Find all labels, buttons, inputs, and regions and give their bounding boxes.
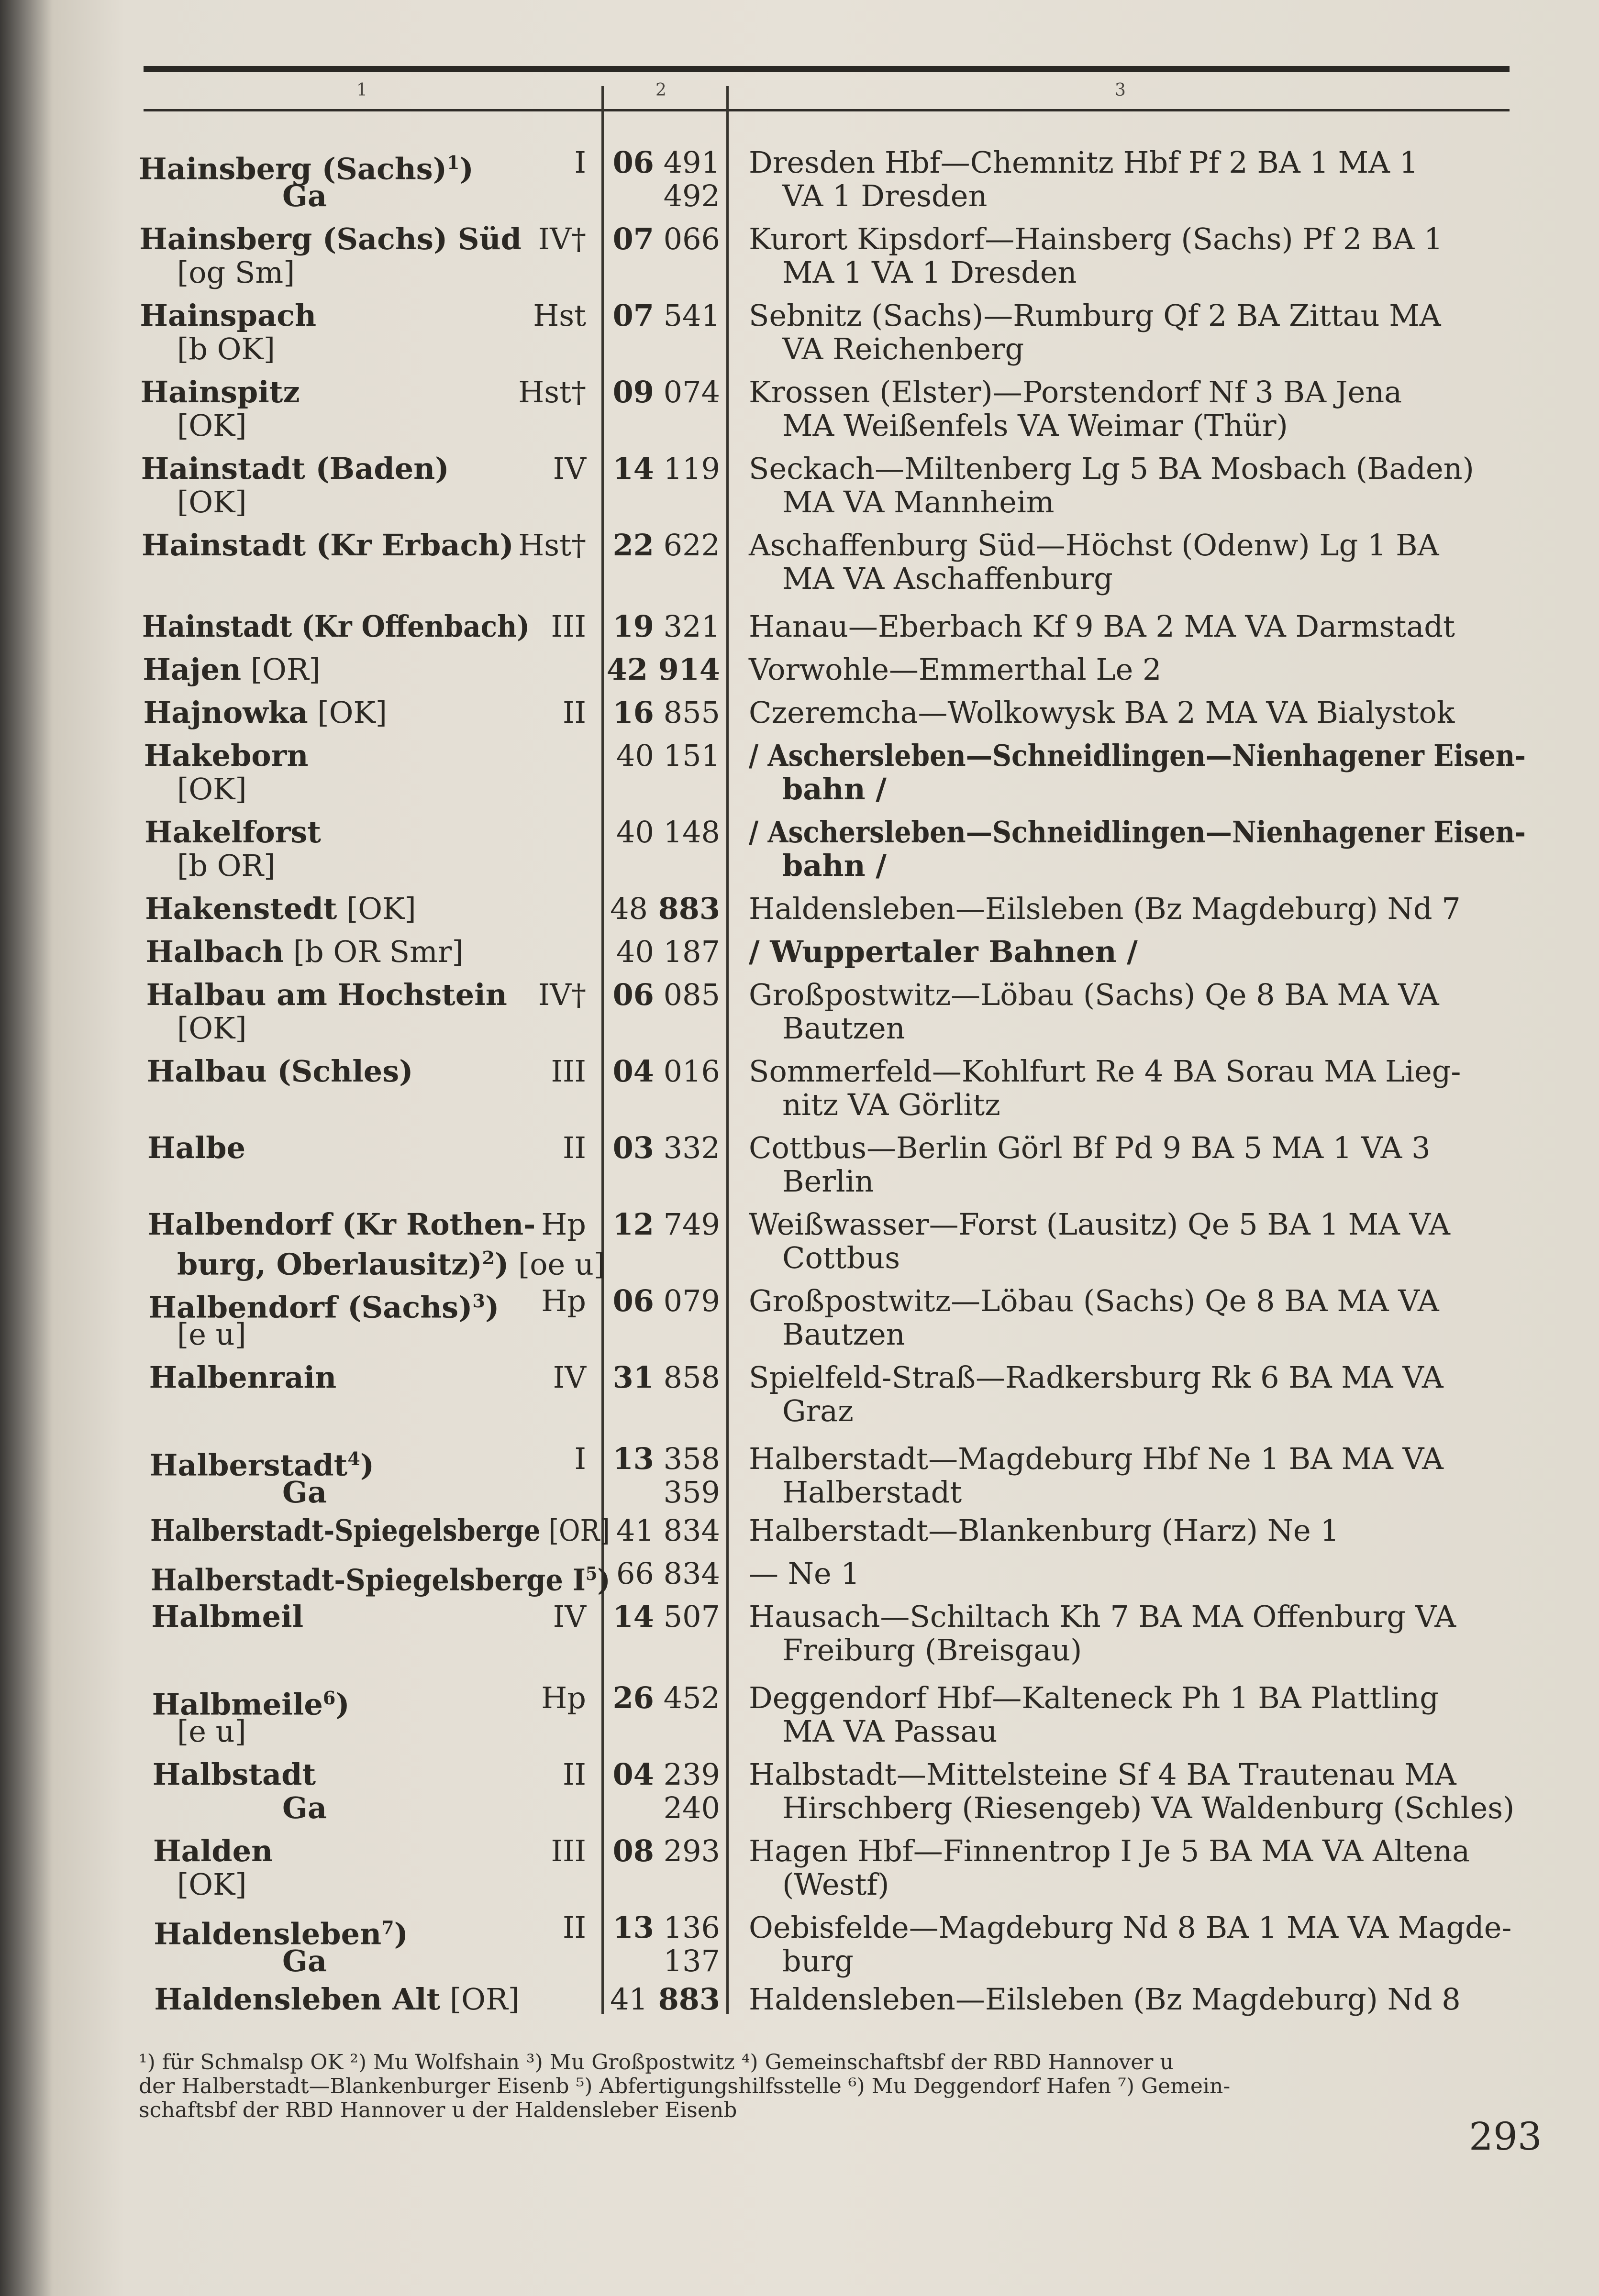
station-number: [596, 526, 720, 564]
number-part-b: 622: [654, 528, 720, 563]
station-name-text: Hajnowka: [143, 695, 308, 730]
station-subline: [177, 770, 247, 808]
route-description: Haldensleben—Eilsleben (Bz Magdeburg) Nd 8: [749, 1982, 1461, 2017]
station-category: Hst: [533, 298, 586, 333]
station-number: [596, 1358, 720, 1397]
route-description-continued: Bautzen: [782, 1011, 905, 1046]
subline-text: [OK]: [177, 1867, 247, 1902]
footnote-marker: 5: [586, 1563, 598, 1584]
station-subline: [177, 483, 247, 521]
station-number: [596, 1755, 720, 1794]
station-name-text: Hakenstedt: [145, 891, 337, 926]
station-name-text: Halbstadt: [152, 1757, 316, 1792]
station-name-text: Haldensleben Alt: [154, 1982, 441, 2017]
station-name: [145, 933, 463, 971]
route-description: Sebnitz (Sachs)—Rumburg Qf 2 BA Zittau MA: [749, 298, 1441, 333]
station-subline: [177, 254, 295, 292]
number-part-a: 04: [612, 1757, 654, 1792]
number-part-b: 066: [654, 221, 720, 256]
station-name: [151, 1598, 303, 1636]
number-part-a: 66: [616, 1556, 654, 1591]
route-description: / Wuppertaler Bahnen /: [749, 934, 1138, 969]
number-part-a: 41: [610, 1982, 648, 2017]
station-subline: [282, 177, 327, 215]
station-number-secondary: 492: [663, 178, 720, 213]
number-part-b: 151: [654, 738, 720, 773]
station-category: III: [551, 1054, 586, 1089]
station-number-secondary: 137: [663, 1943, 720, 1978]
number-part-a: 13: [612, 1910, 654, 1945]
station-subline: [282, 1473, 327, 1512]
route-description-continued: bahn /: [782, 848, 887, 883]
station-name-text: Hainsberg (Sachs) Süd: [139, 221, 522, 256]
station-name: [153, 1755, 316, 1794]
station-name: [141, 373, 300, 411]
number-part-a: 08: [612, 1833, 654, 1868]
station-number-secondary: 240: [663, 1790, 720, 1825]
station-category: Hst†: [518, 375, 586, 409]
route-description: Cottbus—Berlin Görl Bf Pd 9 BA 5 MA 1 VA 3: [749, 1130, 1431, 1165]
station-name: [141, 450, 449, 488]
station-name: [149, 1358, 337, 1397]
station-number: [596, 1440, 720, 1478]
footnote-marker: 7: [381, 1917, 394, 1938]
number-part-a: 42: [606, 652, 648, 687]
station-number: [596, 890, 720, 928]
station-number: [596, 1052, 720, 1091]
route-description: — Ne 1: [749, 1556, 860, 1591]
station-name-text: Hainstadt (Kr Erbach): [142, 528, 514, 563]
station-category: I: [574, 145, 586, 180]
route-description-continued: bahn /: [782, 772, 887, 806]
station-category: IV: [553, 1360, 586, 1395]
station-subline: [177, 1315, 246, 1354]
station-name: [150, 1440, 374, 1485]
route-description: Halberstadt—Magdeburg Hbf Ne 1 BA MA VA: [749, 1441, 1444, 1476]
number-part-a: 40: [616, 738, 654, 773]
number-part-b: 883: [647, 1982, 720, 2017]
station-category: II: [563, 1910, 586, 1945]
station-name-text: Hainspach: [140, 298, 317, 333]
paren: ): [485, 1290, 500, 1325]
route-description: Sommerfeld—Kohlfurt Re 4 BA Sorau MA Lieg-: [749, 1054, 1461, 1089]
number-part-a: 07: [612, 221, 654, 256]
station-name: [153, 1832, 273, 1870]
station-number: [596, 1909, 720, 1947]
number-part-b: 834: [654, 1513, 720, 1548]
station-name: [150, 1512, 610, 1550]
station-subline: [177, 407, 247, 445]
footnote-line-2: der Halberstadt—Blankenburger Eisenb ⁵) Abfertigungshilfsstelle ⁶) Mu Deggendorf Hafen ⁷) Gemein-: [139, 2074, 1231, 2098]
route-description: / Aschersleben—Schneidlingen—Nienhagener Eisen-: [749, 738, 1526, 773]
station-number: [596, 813, 720, 851]
station-name-text: Halbau (Schles): [146, 1054, 413, 1089]
number-part-b: 136: [654, 1910, 720, 1945]
number-part-b: 332: [654, 1130, 720, 1165]
subline-text: burg, Oberlausitz): [177, 1247, 482, 1282]
number-part-a: 31: [612, 1360, 654, 1395]
station-number: [596, 1980, 720, 2019]
route-description-continued: burg: [782, 1943, 854, 1978]
station-subline: [282, 1942, 327, 1980]
station-name-text: Halbach: [145, 934, 284, 969]
route-description-continued: MA Weißenfels VA Weimar (Thür): [782, 408, 1288, 443]
number-part-b: 016: [654, 1054, 720, 1089]
number-part-a: 06: [612, 145, 654, 180]
route-description: Spielfeld-Straß—Radkersburg Rk 6 BA MA VA: [749, 1360, 1444, 1395]
paren: ): [597, 1562, 611, 1598]
station-name: [145, 890, 416, 928]
bracket-code: [OR]: [540, 1513, 610, 1548]
subline-text: [b OK]: [177, 331, 275, 366]
route-description-continued: Cottbus: [782, 1240, 900, 1275]
column-header-1: 1: [356, 80, 367, 100]
number-part-a: 22: [612, 528, 654, 563]
station-number: [596, 373, 720, 411]
bracket-code: [oe u]: [509, 1247, 606, 1282]
route-description: Seckach—Miltenberg Lg 5 BA Mosbach (Baden): [749, 451, 1474, 486]
station-name-text: Halbendorf (Kr Rothen-: [148, 1207, 536, 1242]
route-description-continued: Bautzen: [782, 1317, 905, 1352]
number-part-a: 19: [612, 609, 654, 644]
number-part-a: 48: [610, 891, 648, 926]
paren: ): [459, 151, 474, 187]
station-name-text: Hainstadt (Kr Offenbach): [142, 609, 530, 644]
route-description-continued: Hirschberg (Riesengeb) VA Waldenburg (Schles): [782, 1790, 1515, 1825]
number-part-b: 187: [654, 934, 720, 969]
station-category: Hst†: [518, 528, 586, 563]
number-part-b: 293: [654, 1833, 720, 1868]
number-part-b: 507: [654, 1599, 720, 1634]
subline-text: [OK]: [177, 408, 247, 443]
subline-text: [b OR]: [177, 848, 276, 883]
number-part-b: 074: [654, 375, 720, 409]
station-number-secondary: 359: [663, 1475, 720, 1510]
footnote-line-1: ¹) für Schmalsp OK ²) Mu Wolfshain ³) Mu Großpostwitz ⁴) Gemeinschaftsbf der RBD Hannover u: [139, 2050, 1174, 2075]
number-part-b: 855: [654, 695, 720, 730]
station-number: [596, 1679, 720, 1717]
subline-text: [OK]: [177, 1011, 247, 1046]
station-category: Hp: [541, 1680, 586, 1715]
station-name: [147, 1052, 413, 1091]
top-rule: [144, 66, 1510, 72]
subline-text: [OK]: [177, 485, 247, 519]
station-name-text: Halberstadt-Spiegelsberge: [150, 1513, 541, 1548]
station-name: [146, 976, 507, 1014]
number-part-a: 06: [612, 977, 654, 1012]
station-name: [144, 694, 387, 732]
station-name-text: Halberstadt: [149, 1447, 348, 1483]
number-part-b: 085: [654, 977, 720, 1012]
station-subline: [177, 847, 275, 885]
station-number: [596, 1282, 720, 1320]
station-name: [143, 651, 320, 689]
station-number: [596, 737, 720, 775]
route-description-continued: nitz VA Görlitz: [782, 1087, 1000, 1122]
number-part-b: 239: [654, 1757, 720, 1792]
route-description: Dresden Hbf—Chemnitz Hbf Pf 2 BA 1 MA 1: [749, 145, 1419, 180]
number-part-a: 06: [612, 1283, 654, 1318]
footnote-line-3: schaftsbf der RBD Hannover u der Haldensleber Eisenb: [139, 2098, 737, 2122]
number-part-a: 14: [612, 451, 654, 486]
station-category: Hp: [541, 1207, 586, 1242]
station-number: [596, 1512, 720, 1550]
station-name: [144, 737, 309, 775]
number-part-b: 321: [654, 609, 720, 644]
number-part-b: 079: [654, 1283, 720, 1318]
footnote-marker: 2: [482, 1247, 495, 1269]
station-number: [596, 694, 720, 732]
station-name-text: Halbe: [147, 1130, 246, 1165]
route-description-continued: Freiburg (Breisgau): [782, 1633, 1082, 1667]
station-subline: [177, 1712, 246, 1751]
bracket-code: [OR]: [241, 652, 321, 687]
number-part-a: 13: [612, 1441, 654, 1476]
route-description: Halbstadt—Mittelsteine Sf 4 BA Trautenau MA: [749, 1757, 1456, 1792]
number-part-a: 14: [612, 1599, 654, 1634]
station-category: I: [574, 1441, 586, 1476]
station-number: [596, 450, 720, 488]
route-description: Oebisfelde—Magdeburg Nd 8 BA 1 MA VA Magde-: [749, 1910, 1512, 1945]
route-description-continued: VA Reichenberg: [782, 331, 1024, 366]
route-description: Weißwasser—Forst (Lausitz) Qe 5 BA 1 MA VA: [749, 1207, 1450, 1242]
station-number: [596, 976, 720, 1014]
bracket-code: [OK]: [337, 891, 416, 926]
route-description-continued: MA VA Passau: [782, 1714, 998, 1749]
station-number: [596, 144, 720, 182]
subline-text: Ga: [282, 1790, 327, 1825]
route-description: Halberstadt—Blankenburg (Harz) Ne 1: [749, 1513, 1339, 1548]
station-name-text: Halberstadt-Spiegelsberge I: [151, 1562, 586, 1598]
station-name: [144, 813, 321, 851]
footnote-marker: 1: [447, 152, 460, 173]
station-subline: [177, 1009, 247, 1048]
subline-text: [e u]: [177, 1714, 246, 1749]
station-category: III: [551, 609, 586, 644]
station-category: IV†: [538, 221, 586, 256]
station-name-text: Hainsberg (Sachs): [139, 151, 447, 187]
number-part-b: 148: [654, 815, 720, 850]
route-description: Krossen (Elster)—Porstendorf Nf 3 BA Jena: [749, 375, 1402, 409]
station-name-text: Halden: [153, 1833, 273, 1868]
column-header-2: 2: [655, 80, 666, 100]
number-part-a: 07: [612, 298, 654, 333]
footnote-marker: 6: [322, 1687, 336, 1709]
bracket-code: [OK]: [308, 695, 387, 730]
station-name-text: Halbau am Hochstein: [146, 977, 507, 1012]
number-part-a: 16: [612, 695, 654, 730]
header-rule: [144, 109, 1510, 111]
route-description-continued: MA VA Aschaffenburg: [782, 561, 1113, 596]
number-part-b: 883: [647, 891, 720, 926]
route-description: Czeremcha—Wolkowysk BA 2 MA VA Bialystok: [749, 695, 1455, 730]
station-name-text: Halbmeile: [152, 1687, 323, 1722]
route-description: Deggendorf Hbf—Kalteneck Ph 1 BA Plattling: [749, 1680, 1439, 1715]
route-description-continued: (Westf): [782, 1867, 889, 1902]
route-description-continued: Graz: [782, 1393, 854, 1428]
station-number: [596, 607, 720, 646]
number-part-b: 749: [654, 1207, 720, 1242]
number-part-a: 03: [612, 1130, 654, 1165]
number-part-b: 491: [654, 145, 720, 180]
station-category: IV: [553, 451, 586, 486]
station-name: [147, 1129, 245, 1167]
subline-text: [og Sm]: [177, 255, 295, 290]
route-description: Großpostwitz—Löbau (Sachs) Qe 8 BA MA VA: [749, 1283, 1439, 1318]
station-category: II: [563, 1130, 586, 1165]
station-number: [596, 1205, 720, 1244]
station-number: [596, 1832, 720, 1870]
route-description-continued: Berlin: [782, 1164, 874, 1199]
station-number: [596, 297, 720, 335]
number-part-b: 119: [654, 451, 720, 486]
station-name-text: Hajen: [143, 652, 242, 687]
station-name-text: Hakeborn: [144, 738, 309, 773]
route-description: Hanau—Eberbach Kf 9 BA 2 MA VA Darmstadt: [749, 609, 1455, 644]
route-description-continued: Halberstadt: [782, 1475, 962, 1510]
number-part-a: 41: [616, 1513, 654, 1548]
paren: ): [360, 1447, 375, 1483]
route-description-continued: VA 1 Dresden: [782, 178, 988, 213]
route-description: Vorwohle—Emmerthal Le 2: [749, 652, 1162, 687]
paren: ): [394, 1916, 408, 1952]
station-subline: [177, 1866, 247, 1904]
station-name: [154, 1909, 408, 1954]
station-category: III: [551, 1833, 586, 1868]
station-number: [596, 933, 720, 971]
paren: ): [335, 1687, 350, 1722]
station-category: II: [563, 695, 586, 730]
station-category: II: [563, 1757, 586, 1792]
number-part-a: 40: [616, 815, 654, 850]
station-name: [140, 297, 316, 335]
station-subline: [282, 1789, 327, 1827]
station-name-text: Haldensleben: [154, 1916, 382, 1952]
number-part-b: 834: [654, 1556, 720, 1591]
number-part-b: 914: [647, 652, 720, 687]
station-name-text: Halbenrain: [149, 1360, 337, 1395]
number-part-a: 40: [616, 934, 654, 969]
route-description: Hagen Hbf—Finnentrop I Je 5 BA MA VA Altena: [749, 1833, 1470, 1868]
route-description: Hausach—Schiltach Kh 7 BA MA Offenburg VA: [749, 1599, 1456, 1634]
station-name-text: Halbmeil: [151, 1599, 304, 1634]
number-part-b: 541: [654, 298, 720, 333]
column-header-3: 3: [1115, 80, 1126, 100]
column-divider-2: [726, 86, 729, 2014]
station-category: IV: [553, 1599, 586, 1634]
station-name-text: Hainspitz: [140, 375, 300, 409]
route-description: / Aschersleben—Schneidlingen—Nienhagener Eisen-: [749, 815, 1526, 850]
number-part-a: 04: [612, 1054, 654, 1089]
route-description: Aschaffenburg Süd—Höchst (Odenw) Lg 1 BA: [749, 528, 1439, 563]
subline-text: [OK]: [177, 772, 247, 806]
route-description-continued: MA 1 VA 1 Dresden: [782, 255, 1077, 290]
station-number: [596, 1598, 720, 1636]
station-number: [596, 651, 720, 689]
number-part-b: 452: [654, 1680, 720, 1715]
number-part-a: 09: [612, 375, 654, 409]
station-number: [596, 220, 720, 258]
paren: ): [494, 1247, 509, 1282]
station-name: [142, 526, 514, 564]
number-part-a: 26: [612, 1680, 654, 1715]
bracket-code: [b OR Smr]: [284, 934, 464, 969]
station-name-text: Hakelforst: [144, 815, 321, 850]
station-subline: [177, 1239, 605, 1284]
station-name: [154, 1980, 519, 2019]
subline-text: Ga: [282, 178, 327, 213]
station-category: Hp: [541, 1283, 586, 1318]
station-number: [596, 1555, 720, 1593]
route-description-continued: MA VA Mannheim: [782, 485, 1055, 519]
subline-text: Ga: [282, 1475, 327, 1510]
station-number: [596, 1129, 720, 1167]
subline-text: [e u]: [177, 1317, 246, 1352]
page-number: 293: [1469, 2114, 1542, 2159]
station-subline: [177, 330, 275, 368]
footnote-marker: 3: [472, 1290, 485, 1312]
station-category: IV†: [538, 977, 586, 1012]
station-name-text: Hainstadt (Baden): [141, 451, 449, 486]
subline-text: Ga: [282, 1943, 327, 1978]
number-part-b: 358: [654, 1441, 720, 1476]
station-name: [151, 1555, 611, 1600]
number-part-b: 858: [654, 1360, 720, 1395]
bracket-code: [OR]: [440, 1982, 520, 2017]
route-description: Haldensleben—Eilsleben (Bz Magdeburg) Nd 7: [749, 891, 1461, 926]
number-part-a: 12: [612, 1207, 654, 1242]
route-description: Kurort Kipsdorf—Hainsberg (Sachs) Pf 2 BA 1: [749, 221, 1443, 256]
footnote-marker: 4: [347, 1448, 360, 1469]
route-description: Großpostwitz—Löbau (Sachs) Qe 8 BA MA VA: [749, 977, 1439, 1012]
station-name-text: Halbendorf (Sachs): [148, 1290, 473, 1325]
